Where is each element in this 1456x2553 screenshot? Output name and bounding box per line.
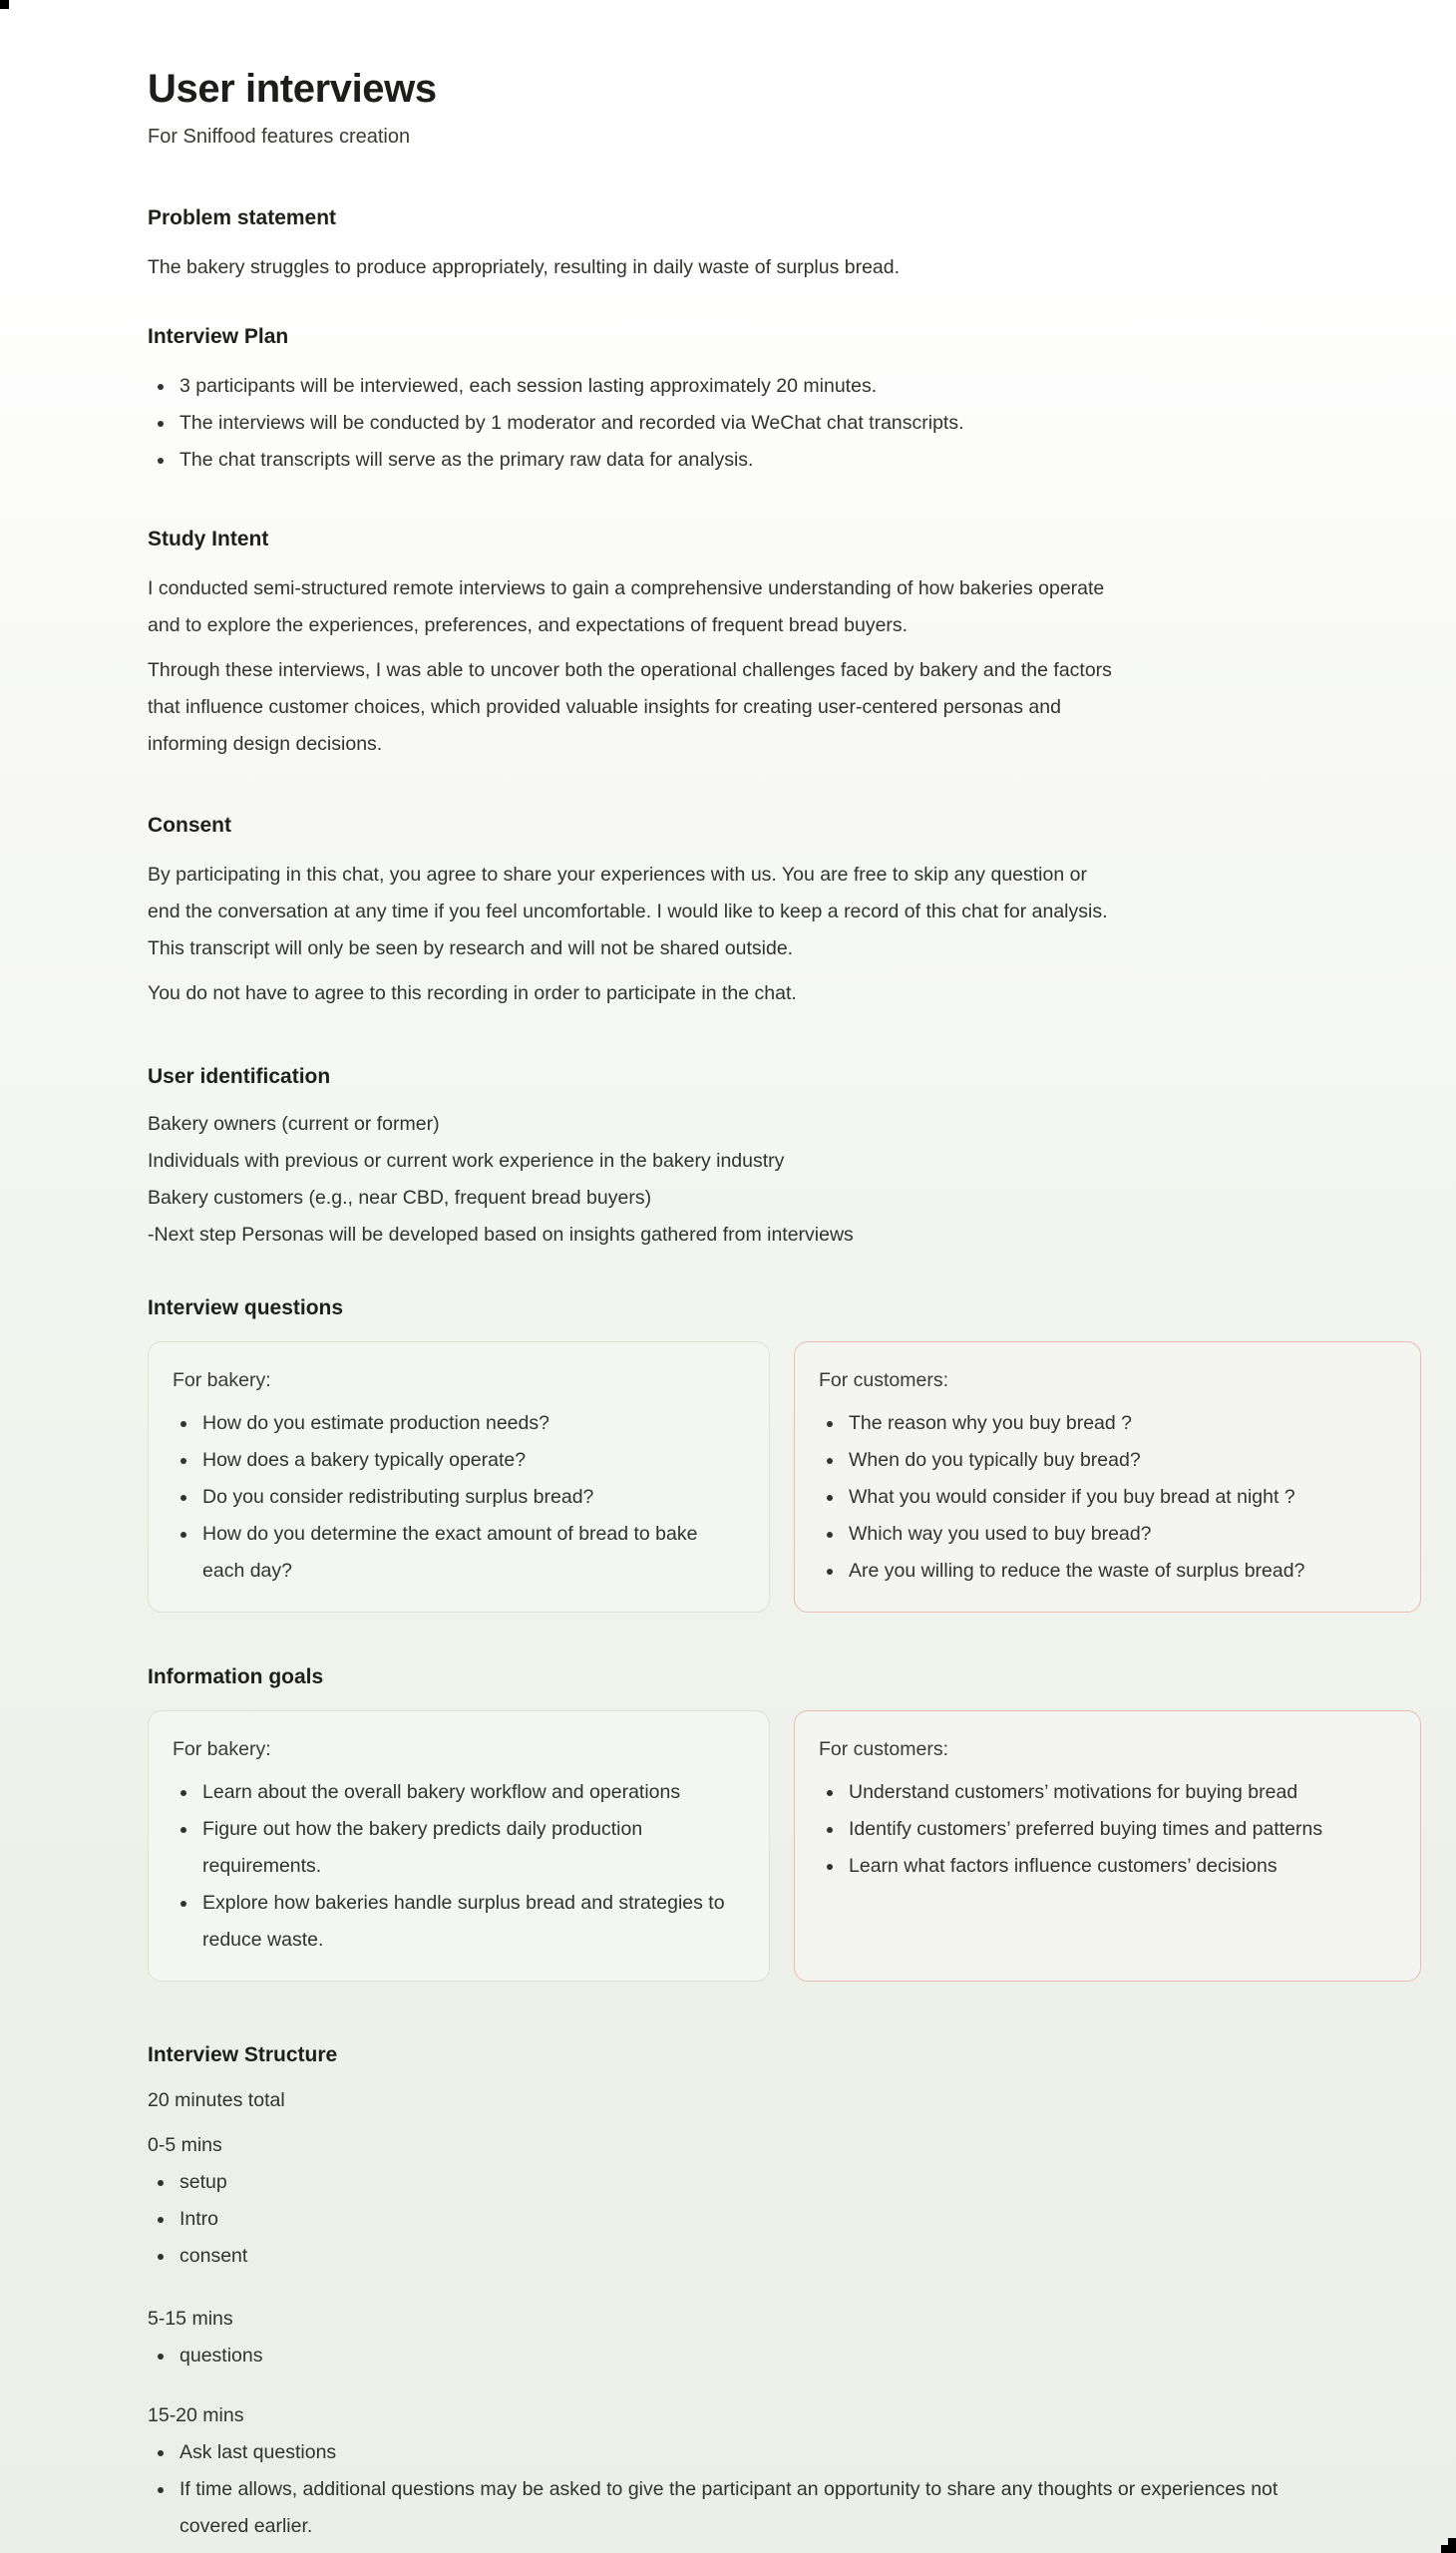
- list-item: • Figure out how the bakery predicts daily production requirements.: [198, 1811, 745, 1885]
- card-title: For bakery:: [173, 1738, 271, 1760]
- heading-problem-statement: Problem statement: [148, 206, 337, 229]
- user-identification-lines: [148, 1106, 1336, 1254]
- user-identification-line: Individuals with previous or current work experience in the bakery industry: [148, 1150, 785, 1172]
- heading-interview-plan: Interview Plan: [148, 325, 289, 348]
- bottom-right-corner-artifact: [1448, 2538, 1456, 2553]
- heading-study-intent: Study Intent: [148, 528, 269, 550]
- list-item: • Explore how bakeries handle surplus bread and strategies to reduce waste.: [198, 1885, 745, 1959]
- list-item: • Do you consider redistributing surplus bread?: [198, 1479, 745, 1516]
- list-item: • Intro: [176, 2201, 1282, 2238]
- customers-goals-list: [819, 1774, 1396, 1885]
- list-item: • How do you determine the exact amount of bread to bake each day?: [198, 1516, 745, 1590]
- user-identification-line: Bakery customers (e.g., near CBD, frequent bread buyers): [148, 1187, 652, 1209]
- list-item: • consent: [176, 2238, 1282, 2275]
- card-title: For bakery:: [173, 1369, 271, 1391]
- top-left-corner-artifact: [0, 0, 9, 9]
- bakery-questions-list: [173, 1405, 745, 1590]
- study-intent-paragraph: I conducted semi-structured remote interviews to gain a comprehensive understanding of how bakeries operate and to explore the experiences, preferences, and expectations of frequent bread buyers.: [148, 577, 1105, 636]
- study-intent-paragraph: Through these interviews, I was able to uncover both the operational challenges faced by bakery and the factors that influence customer choices, which provided valuable insights for creating user-centered personas and informing design decisions.: [148, 659, 1112, 755]
- heading-user-identification: User identification: [148, 1065, 331, 1088]
- structure-phase-label: 15-20 mins: [148, 2404, 244, 2426]
- heading-interview-structure: Interview Structure: [148, 2043, 338, 2066]
- heading-interview-questions: Interview questions: [148, 1296, 344, 1319]
- user-identification-line: -Next step Personas will be developed based on insights gathered from interviews: [148, 1224, 854, 1246]
- list-item: • If time allows, additional questions may be asked to give the participant an opportunity to share any thoughts or experiences not covered earlier.: [176, 2471, 1282, 2545]
- interview-plan-list: [148, 368, 1133, 479]
- list-item: • How does a bakery typically operate?: [198, 1442, 745, 1479]
- list-item: • Identify customers’ preferred buying times and patterns: [845, 1811, 1396, 1848]
- card-title: For customers:: [819, 1738, 949, 1760]
- page-subtitle: For Sniffood features creation: [148, 126, 411, 148]
- structure-total: 20 minutes total: [148, 2089, 285, 2111]
- page-title: User interviews: [148, 67, 437, 111]
- structure-phase-list: [148, 2164, 1282, 2275]
- structure-phase-label: 0-5 mins: [148, 2134, 222, 2156]
- list-item: • Learn what factors influence customers’ decisions: [845, 1848, 1396, 1885]
- customers-questions-list: [819, 1405, 1396, 1590]
- bottom-right-corner-artifact: [1441, 2545, 1448, 2553]
- structure-phase-list: [148, 2338, 1282, 2374]
- information-goals-cards: [148, 1710, 1336, 1982]
- interview-structure-section: [148, 2040, 1336, 2545]
- structure-phase-list: [148, 2434, 1282, 2545]
- bakery-questions-card: [148, 1341, 770, 1613]
- customers-goals-card: [794, 1710, 1421, 1982]
- list-item: • 3 participants will be interviewed, each session lasting approximately 20 minutes.: [176, 368, 1133, 405]
- list-item: • When do you typically buy bread?: [845, 1442, 1396, 1479]
- list-item: • Understand customers’ motivations for buying bread: [845, 1774, 1396, 1811]
- list-item: • The interviews will be conducted by 1 moderator and recorded via WeChat chat transcripts.: [176, 405, 1133, 442]
- list-item: • questions: [176, 2338, 1282, 2374]
- interview-questions-cards: [148, 1341, 1336, 1613]
- list-item: • The chat transcripts will serve as the primary raw data for analysis.: [176, 442, 1133, 479]
- problem-statement-body: The bakery struggles to produce appropriately, resulting in daily waste of surplus bread.: [148, 256, 901, 278]
- list-item: • Which way you used to buy bread?: [845, 1516, 1396, 1553]
- bakery-goals-list: [173, 1774, 745, 1959]
- list-item: • Learn about the overall bakery workflow and operations: [198, 1774, 745, 1811]
- heading-information-goals: Information goals: [148, 1665, 324, 1688]
- heading-consent: Consent: [148, 814, 231, 837]
- list-item: • How do you estimate production needs?: [198, 1405, 745, 1442]
- list-item: • Ask last questions: [176, 2434, 1282, 2471]
- structure-phase-label: 5-15 mins: [148, 2308, 233, 2330]
- list-item: • setup: [176, 2164, 1282, 2201]
- list-item: • What you would consider if you buy bread at night ?: [845, 1479, 1396, 1516]
- customers-questions-card: [794, 1341, 1421, 1613]
- list-item: • The reason why you buy bread ?: [845, 1405, 1396, 1442]
- user-identification-line: Bakery owners (current or former): [148, 1113, 440, 1135]
- bakery-goals-card: [148, 1710, 770, 1982]
- consent-paragraph: By participating in this chat, you agree to share your experiences with us. You are free to skip any question or end the conversation at any time if you feel uncomfortable. I would like to keep a record of this chat for analysis. This transcript will only be seen by research and will not be shared outside.: [148, 864, 1108, 959]
- consent-paragraph: You do not have to agree to this recording in order to participate in the chat.: [148, 982, 797, 1004]
- list-item: • Are you willing to reduce the waste of surplus bread?: [845, 1553, 1396, 1590]
- card-title: For customers:: [819, 1369, 949, 1391]
